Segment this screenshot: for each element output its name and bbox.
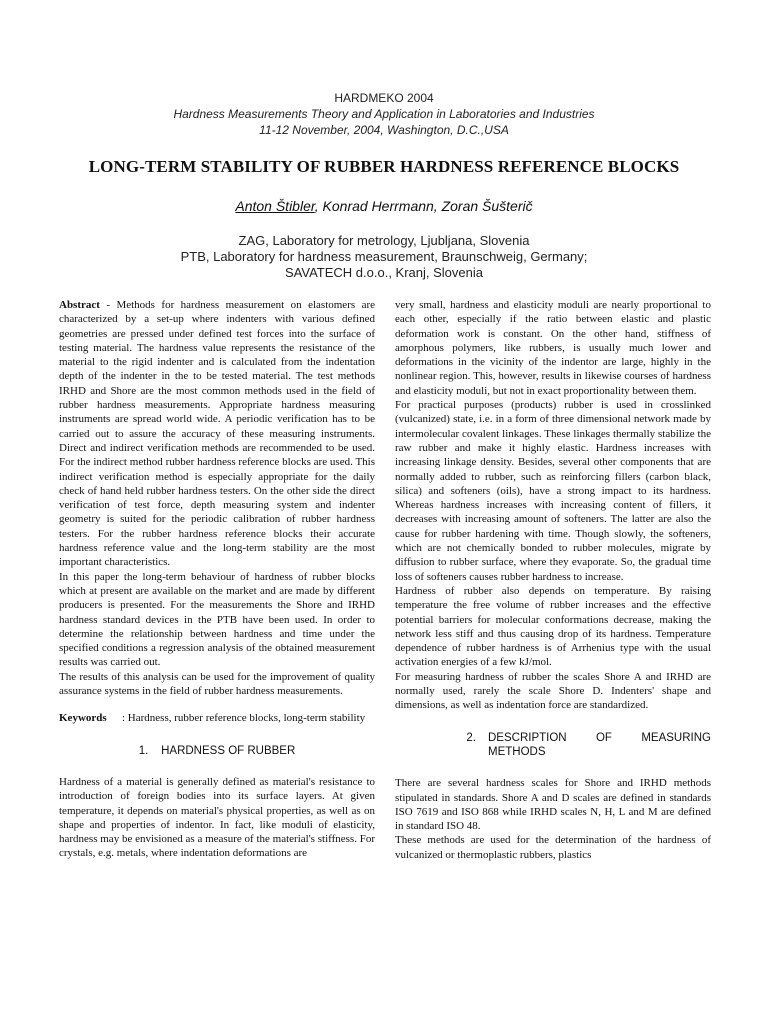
section-2-title-b: METHODS	[488, 745, 546, 758]
section-1-paragraph-1: Hardness of a material is generally defined as material's resistance to introduction of foreign bodies into its surface layers. At given temperature, it depends on material's physical properties, as well as on shape and properties of indentor. In fact, like moduli of elasticity, hardness may be envisioned as a measure of the material's stiffness. For crystals, e.g. metals, where indentation deformations are	[59, 775, 375, 860]
abstract-text: - Methods for hardness measurement on elastomers are characterized by a set-up where indenters with various defined geometries are pressed under defined test forces into the surface of testing material. The hardness value represents the resistance of the material to the rigid indenter and is calculated from the indentation depth of the indenter in the to be tested material. The test methods IRHD and Shore are the most common methods used in the field of rubber hardness measurements. Appropriate hardness measuring instruments are spread world wide. A periodic verification has to be carried out to assure the accuracy of these measuring instruments. Direct and indirect verification methods are recommended to be used. For the indirect method rubber hardness reference blocks are used. This indirect verification method is especially appropriate for the daily check of hand held rubber hardness testers. On the other side the direct verification of test force, depth measuring system and indenter geometry is suited for the periodic calibration of rubber hardness testers. For the rubber hardness reference blocks their accurate hardness reference value and the long-term stability are the most important characteristics.	[59, 299, 375, 569]
section-2-title	[488, 731, 711, 760]
abstract-label: Abstract	[59, 299, 100, 311]
section-2-paragraph-2: These methods are used for the determination of the hardness of vulcanized or thermoplastic rubbers, plastics	[395, 834, 711, 861]
right-paragraph-3: Hardness of rubber also depends on temperature. By raising temperature the free volume of rubber increases and the effective potential barriers for molecular conformations decrease, making the network less stiff and thus causing drop of its hardness. Temperature dependence of rubber hardness is of Arrhenius type with the usual activation energies of a few kJ/mol.	[395, 584, 711, 669]
section-2-title-a: DESCRIPTION OF MEASURING	[488, 731, 711, 744]
affiliation-2: PTB, Laboratory for hardness measurement, Braunschweig, Germany;	[180, 249, 588, 264]
affiliation-1: ZAG, Laboratory for metrology, Ljubljana, Slovenia	[238, 233, 530, 248]
right-column	[395, 298, 711, 862]
section-1-title: HARDNESS OF RUBBER	[161, 744, 296, 757]
paper-title: LONG-TERM STABILITY OF RUBBER HARDNESS REFERENCE BLOCKS	[88, 157, 680, 176]
section-2-number: 2.	[466, 731, 476, 744]
keywords-label: Keywords	[59, 712, 107, 725]
conference-name: HARDMEKO 2004	[334, 91, 434, 105]
author-rest: , Konrad Herrmann, Zoran Šušterič	[314, 198, 533, 214]
abstract-paragraph-3: The results of this analysis can be used for the improvement of quality assurance systems in the field of rubber hardness measurements.	[59, 670, 375, 698]
conference-subtitle: Hardness Measurements Theory and Application in Laboratories and Industries	[173, 107, 595, 121]
section-1-number: 1.	[138, 744, 149, 757]
author-first: Anton Štibler	[235, 198, 315, 214]
abstract-paragraph	[59, 298, 375, 570]
right-paragraph-2: For practical purposes (products) rubber is used in crosslinked (vulcanized) state, i.e. in a form of three dimensional network made by intermolecular covalent linkages. These linkages thermally stabilize the raw rubber and make it highly elastic. Hardness increases with increasing linkage density. Besides, several other components that are normally added to rubber, such as reinforcing fillers (carbon black, silica) and softeners (oils), have a strong impact to its hardness. Whereas hardness increases with increasing content of fillers, it decreases with increasing amount of softeners. The latter are also the cause for rubber hardening with time. Though slowly, the softeners, which are not chemically bonded to rubber molecules, migrate by diffusion to rubber surface, where they evaporate. So, the gradual time loss of softeners causes rubber hardness to increase.	[395, 399, 711, 583]
affiliations	[0, 233, 768, 281]
keywords-text: : Hardness, rubber reference blocks, long-term stability	[122, 712, 366, 725]
conference-header	[0, 90, 768, 138]
abstract-paragraph-2: In this paper the long-term behaviour of hardness of rubber blocks which at present are available on the market and are made by different producers is presented. For the measurements the Shore and IRHD hardness standard devices in the PTB have been used. In order to determine the relationship between hardness and time under the specified conditions a regression analysis of the obtained measurement results was carried out.	[59, 570, 375, 669]
conference-date-location: 11-12 November, 2004, Washington, D.C.,USA	[259, 123, 509, 137]
keywords	[59, 711, 375, 725]
section-2-heading	[395, 731, 711, 760]
section-1-heading	[59, 744, 375, 758]
authors	[0, 198, 768, 214]
left-column	[59, 298, 375, 861]
right-paragraph-4: For measuring hardness of rubber the scales Shore A and IRHD are normally used, rarely the scale Shore D. Indenters' shape and dimensions, as well as indentation force are standardized.	[395, 670, 711, 712]
affiliation-3: SAVATECH d.o.o., Kranj, Slovenia	[285, 265, 483, 280]
section-2-paragraph-1: There are several hardness scales for Shore and IRHD methods stipulated in standards. Shore A and D scales are defined in standards ISO 7619 and ISO 868 while IRHD scales N, H, L and M are defined in standard ISO 48.	[395, 777, 711, 833]
right-paragraph-1: very small, hardness and elasticity moduli are nearly proportional to each other, especially if the ratio between elastic and plastic deformation work is constant. On the other hand, stiffness of amorphous polymers, like rubbers, is usually much lower and deformations in the vicinity of the indentor are large, highly in the nonlinear region. This, however, results in likewise courses of hardness and elasticity moduli, but not in exact proportionality between them.	[395, 299, 711, 397]
